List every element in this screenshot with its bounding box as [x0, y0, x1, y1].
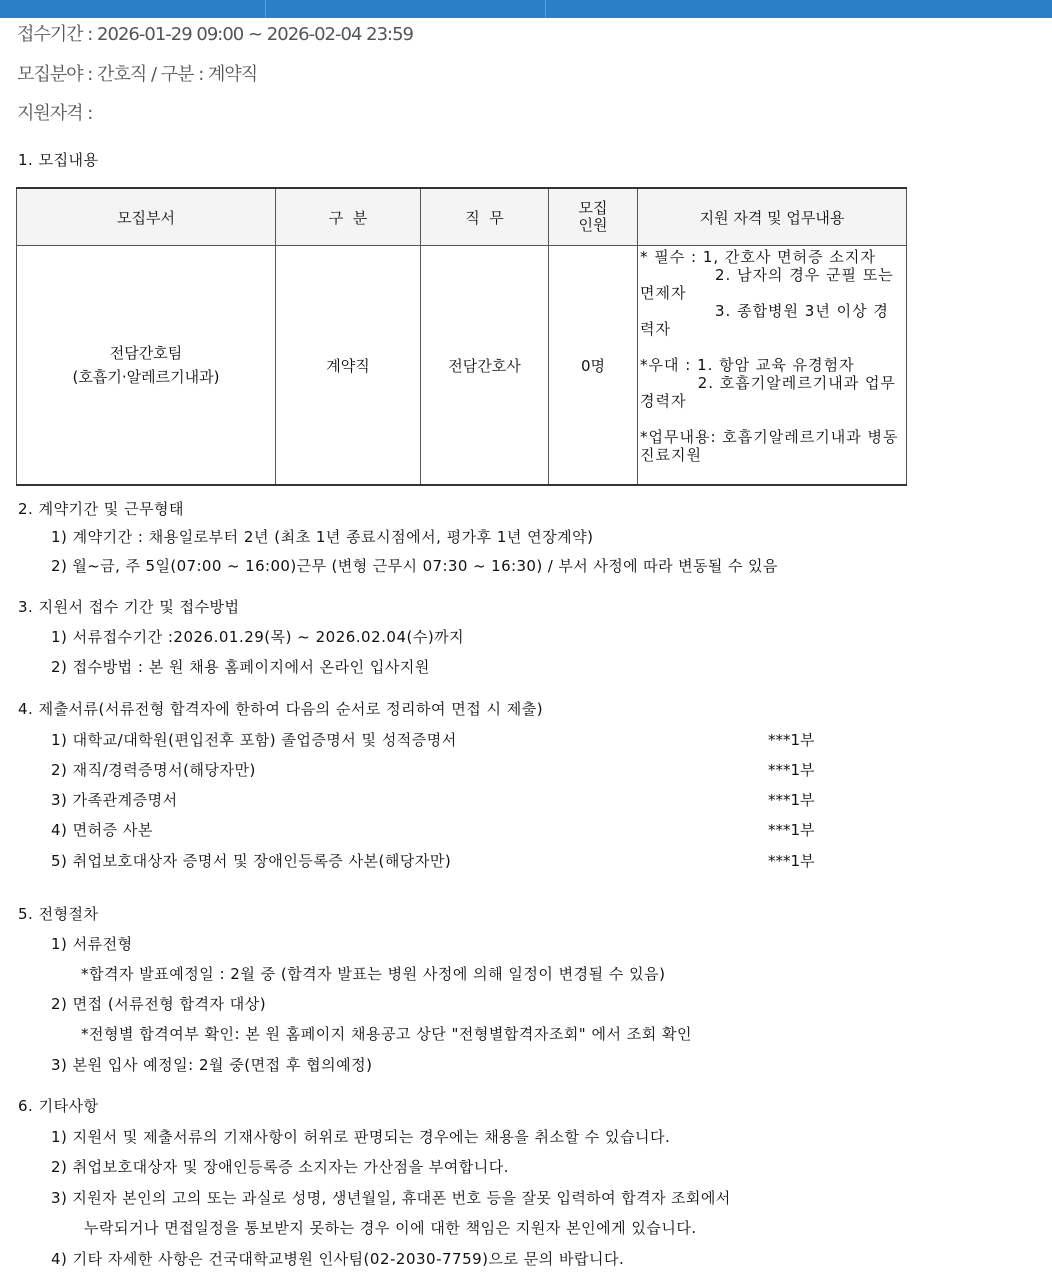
top-header-bar [0, 0, 1052, 18]
table-header-row [17, 188, 907, 246]
list-item: 1) 계약기간 : 채용일로부터 2년 (최초 1년 종료시점에서, 평가후 1년 연장계약) [51, 528, 594, 546]
cell-count: 0명 [549, 246, 638, 486]
application-period: 접수기간 : 2026-01-29 09:00 ~ 2026-02-04 23:59 [17, 24, 413, 45]
header-dept: 모집부서 [17, 188, 276, 246]
table-row [17, 246, 907, 486]
list-item: 3) 지원자 본인의 고의 또는 과실로 성명, 생년월일, 휴대폰 번호 등을 잘못 입력하여 합격자 조회에서 [51, 1189, 731, 1207]
header-type: 구 분 [276, 188, 421, 246]
list-item: 1) 대학교/대학원(편입전후 포함) 졸업증명서 및 성적증명서 [51, 731, 457, 749]
list-item: 2) 월~금, 주 5일(07:00 ~ 16:00)근무 (변형 근무시 07:30 ~ 16:30) / 부서 사정에 따라 변동될 수 있음 [51, 557, 778, 575]
list-item: 2) 취업보호대상자 및 장애인등록증 소지자는 가산점을 부여합니다. [51, 1158, 510, 1176]
list-item: 4) 면허증 사본 [51, 821, 153, 839]
section-3-title: 3. 지원서 접수 기간 및 접수방법 [18, 598, 240, 616]
list-item: 3) 본원 입사 예정일: 2월 중(면접 후 협의예정) [51, 1056, 373, 1074]
copy-count: ***1부 [768, 761, 815, 779]
copy-count: ***1부 [768, 821, 815, 839]
section-6-title: 6. 기타사항 [18, 1097, 99, 1115]
qualification-label: 지원자격 : [17, 103, 93, 124]
cell-details: * 필수 : 1, 간호사 면허증 소지자 2. 남자의 경우 군필 또는 면제자 3. 종합병원 3년 이상 경력자 *우대 : 1. 항암 교육 유경험자 2. 호흡기알레르기내과 업무 경력자 *업무내용: 호흡기알레르기내과 병동 진료지원 [638, 246, 907, 486]
list-item: 1) 서류전형 [51, 935, 133, 953]
section-5-title: 5. 전형절차 [18, 905, 99, 923]
copy-count: ***1부 [768, 852, 815, 870]
dept-subname: (호흡기·알레르기내과) [72, 368, 220, 386]
list-item: 3) 가족관계증명서 [51, 791, 178, 809]
header-details: 지원 자격 및 업무내용 [638, 188, 907, 246]
recruitment-table [16, 187, 907, 486]
list-item: 4) 기타 자세한 사항은 건국대학교병원 인사팀(02-2030-7759)으로 문의 바랍니다. [51, 1250, 625, 1268]
section-4-title: 4. 제출서류(서류전형 합격자에 한하여 다음의 순서로 정리하여 면접 시 제출) [18, 700, 544, 718]
list-item: 2) 면접 (서류전형 합격자 대상) [51, 995, 267, 1013]
cell-dept [17, 246, 276, 486]
list-item: 2) 접수방법 : 본 원 채용 홈페이지에서 온라인 입사지원 [51, 658, 430, 676]
section-1-title: 1. 모집내용 [18, 151, 99, 169]
dept-name: 전담간호팀 [109, 344, 183, 362]
section-2-title: 2. 계약기간 및 근무형태 [18, 500, 185, 518]
header-duty: 직 무 [421, 188, 549, 246]
list-item: 1) 서류접수기간 :2026.01.29(목) ~ 2026.02.04(수)까지 [51, 628, 465, 646]
cell-duty: 전담간호사 [421, 246, 549, 486]
list-item: 2) 재직/경력증명서(해당자만) [51, 761, 256, 779]
header-divider [545, 0, 546, 18]
cell-type: 계약직 [276, 246, 421, 486]
list-item: 1) 지원서 및 제출서류의 기재사항이 허위로 판명되는 경우에는 채용을 취소할 수 있습니다. [51, 1128, 671, 1146]
header-divider [265, 0, 266, 18]
list-item: *전형별 합격여부 확인: 본 원 홈페이지 채용공고 상단 "전형별합격자조회" 에서 조회 확인 [81, 1025, 692, 1043]
header-count: 모집 인원 [549, 188, 638, 246]
list-item: 누락되거나 면접일정을 통보받지 못하는 경우 이에 대한 책임은 지원자 본인에게 있습니다. [84, 1219, 697, 1237]
copy-count: ***1부 [768, 791, 815, 809]
list-item: *합격자 발표예정일 : 2월 중 (합격자 발표는 병원 사정에 의해 일정이 변경될 수 있음) [81, 965, 666, 983]
copy-count: ***1부 [768, 731, 815, 749]
list-item: 5) 취업보호대상자 증명서 및 장애인등록증 사본(해당자만) [51, 852, 452, 870]
recruit-field: 모집분야 : 간호직 / 구분 : 계약직 [17, 64, 258, 85]
